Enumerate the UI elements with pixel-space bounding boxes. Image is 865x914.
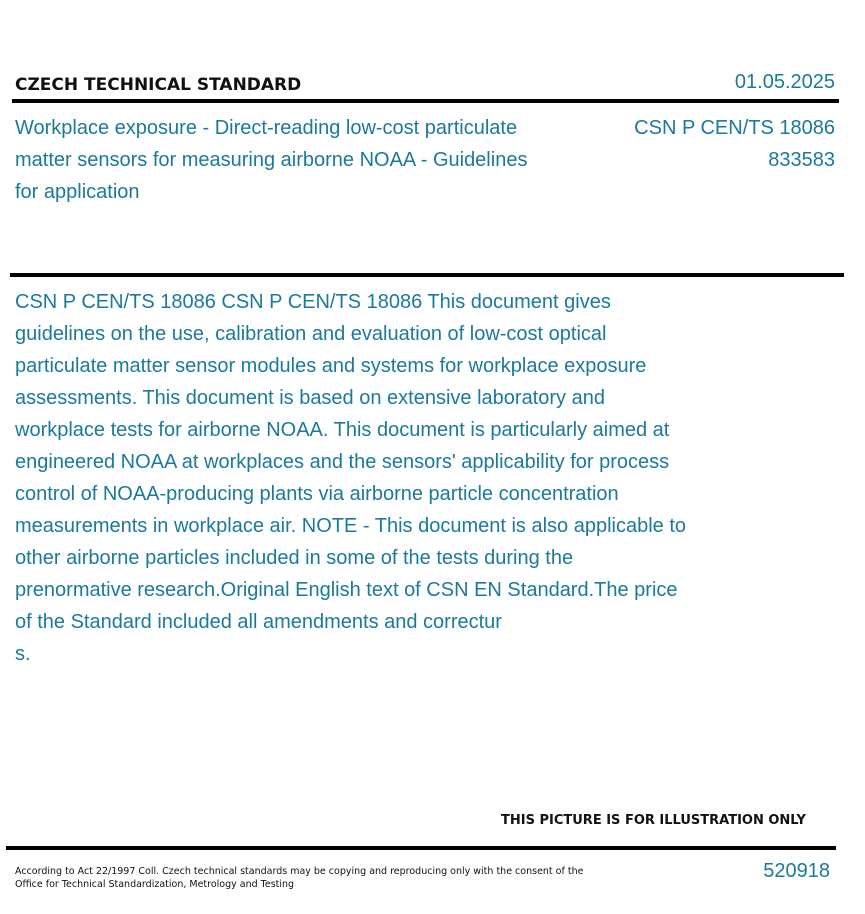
document-description: CSN P CEN/TS 18086 CSN P CEN/TS 18086 This document gives guidelines on the use, calibration and evaluation of low-cost optical particulate matter sensor modules and systems for workplace exposure assessments. This document is based on extensive laboratory and workplace tests for airborne NOAA. This document is particularly aimed at engineered NOAA at workplaces and the sensors' applicability for process control of NOAA-producing plants via airborne particle concentration measurements in workplace air. NOTE - This document is also applicable to other airborne particles included in some of the tests during the prenormative research.Original English text of CSN EN Standard.The price of the Standard included all amendments and correctur s. [15,291,687,665]
document-title: Workplace exposure - Direct-reading low-cost particulate matter sensors for measuring airborne NOAA - Guidelines for application [15,117,528,203]
standard-type-label: CZECH TECHNICAL STANDARD [15,75,302,95]
catalog-number: 833583 [768,149,835,171]
copyright-notice: According to Act 22/1997 Coll. Czech technical standards may be copying and reproducing only with the consent of the Office for Technical Standardization, Metrology and Testing [15,866,584,890]
header-divider [12,99,839,103]
illustration-notice: THIS PICTURE IS FOR ILLUSTRATION ONLY [501,813,806,828]
footer-divider [6,846,836,850]
title-divider [10,273,844,277]
publication-date: 01.05.2025 [734,71,835,93]
document-code: CSN P CEN/TS 18086 [634,117,835,139]
footer-number: 520918 [763,860,830,882]
document-code-block [634,112,835,176]
